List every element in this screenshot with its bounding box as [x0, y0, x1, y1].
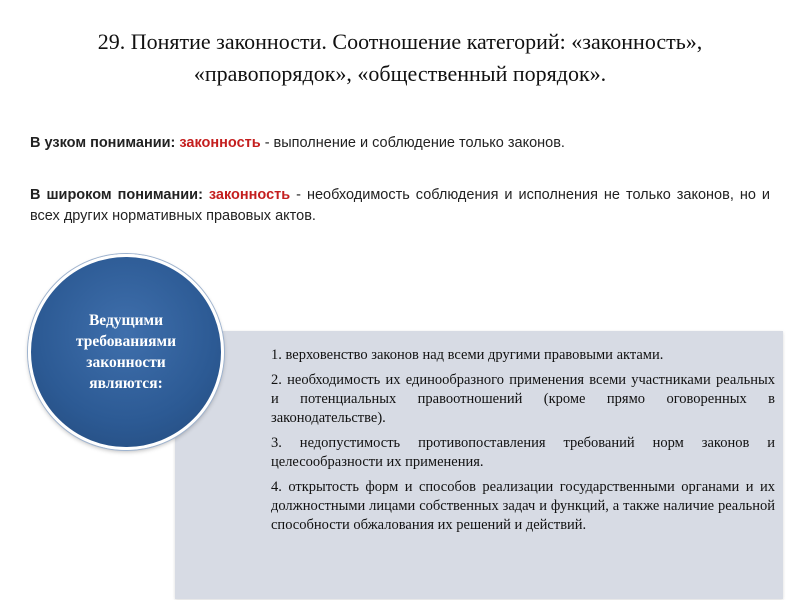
requirements-circle — [28, 254, 224, 450]
broad-definition — [30, 185, 770, 227]
slide-title: 29. Понятие законности. Соотношение категорий: «законность», «правопорядок», «общественный порядок». — [97, 29, 703, 86]
circle-heading: Ведущими требованиями законности являются: — [75, 312, 177, 392]
requirement-item: 2. необходимость их единообразного применения всеми участниками реальных и потенциальных правоотношений (кроме прямо оговоренных в законодательстве). — [271, 372, 775, 426]
requirement-item: 3. недопустимость противопоставления требований норм законов и целесообразности их применения. — [271, 435, 775, 470]
broad-rest: - необходимость соблюдения и исполнения не только законов, но и всех других нормативных правовых актов. — [30, 187, 770, 224]
requirement-item: 4. открытость форм и способов реализации государственными органами и их должностными лицами собственных задач и функций, а также наличие реальной способности обжалования их решений и действий. — [271, 479, 775, 533]
requirement-item: 1. верховенство законов над всеми другими правовыми актами. — [271, 347, 664, 363]
narrow-rest: - выполнение и соблюдение только законов. — [264, 135, 565, 151]
broad-lead: В широком понимании: — [30, 187, 203, 203]
narrow-term: законность — [179, 135, 261, 151]
narrow-definition — [30, 133, 770, 154]
requirements-list — [271, 346, 775, 541]
broad-term: законность — [208, 187, 291, 203]
narrow-lead: В узком понимании: — [30, 135, 176, 151]
